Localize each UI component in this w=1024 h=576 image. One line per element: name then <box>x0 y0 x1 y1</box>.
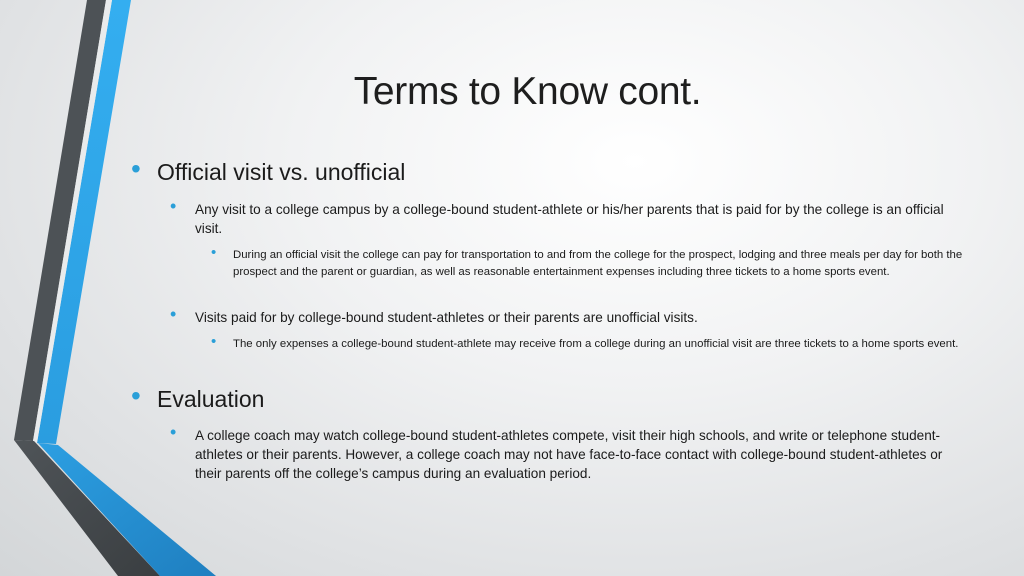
bullet-dot: • <box>131 380 141 411</box>
bullet-official-definition <box>170 196 965 238</box>
bullet-evaluation-definition <box>170 422 965 483</box>
bullet-dot: • <box>131 153 141 184</box>
bullet-dot: • <box>170 196 177 216</box>
bullet-dot: • <box>170 422 177 442</box>
bullet-text: Any visit to a college campus by a college-bound student-athlete or his/her parents that is paid for by the college is an official visit. <box>195 202 944 236</box>
bullet-text: Official visit vs. unofficial <box>157 159 406 185</box>
bullet-text: The only expenses a college-bound student-athlete may receive from a college during an unofficial visit are three tickets to a home sports event. <box>233 338 959 350</box>
bullet-text: During an official visit the college can pay for transportation to and from the college for the prospect, lodging and three meals per day for both the prospect and the parent or guardian, as well as reasonable entertainment expenses including three tickets to a home sports event. <box>233 249 963 278</box>
bullet-unofficial-definition <box>170 304 965 327</box>
bullet-text: Visits paid for by college-bound student-athletes or their parents are unofficial visits. <box>195 310 698 325</box>
bullet-evaluation <box>131 380 977 413</box>
bullet-dot: • <box>211 244 217 261</box>
bullet-unofficial-expenses <box>211 333 963 353</box>
bullet-official-visit <box>131 153 977 186</box>
bullet-official-expenses <box>211 244 963 281</box>
bullet-dot: • <box>170 304 177 324</box>
bullet-text: Evaluation <box>157 386 265 412</box>
bullet-text: A college coach may watch college-bound student-athletes compete, visit their high schools, and write or telephone student-athletes or their parents. However, a college coach may not have face-to-face contact with college-bound student-athletes or their parents off the college’s campus during an evaluation period. <box>195 428 943 481</box>
slide-title: Terms to Know cont. <box>353 70 702 113</box>
bullet-dot: • <box>211 333 217 350</box>
